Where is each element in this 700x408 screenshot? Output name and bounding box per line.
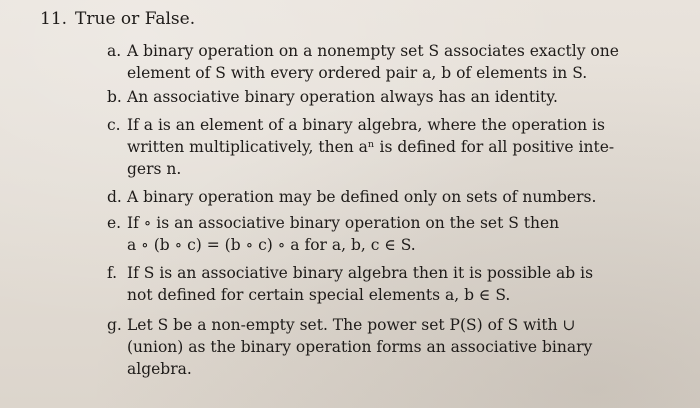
item-letter: d.	[107, 188, 122, 206]
item-text-line: An associative binary operation always has an identity.	[127, 88, 558, 106]
item-letter: a.	[107, 42, 122, 60]
item-text-line: Let S be a non-empty set. The power set P(S) of S with ∪	[127, 316, 576, 334]
item-text-line: (union) as the binary operation forms an associative binary	[127, 338, 593, 356]
item-text-line: If a is an element of a binary algebra, where the operation is	[127, 116, 605, 134]
item-letter: c.	[107, 116, 121, 134]
exercise-title: True or False.	[75, 9, 196, 29]
question-a	[107, 40, 667, 84]
item-text-line: element of S with every ordered pair a, b of elements in S.	[127, 64, 588, 82]
exercise-heading	[40, 8, 195, 30]
question-d	[107, 186, 667, 208]
question-f	[107, 262, 667, 306]
question-e	[107, 212, 667, 256]
item-text-line: If ∘ is an associative binary operation on the set S then	[127, 214, 560, 232]
item-text-line: If S is an associative binary algebra then it is possible ab is	[127, 264, 594, 282]
item-text-line: not defined for certain special elements a, b ∈ S.	[127, 286, 511, 304]
question-g	[107, 314, 667, 380]
question-c	[107, 114, 667, 180]
item-text-line: algebra.	[127, 360, 192, 378]
item-text-line: A binary operation on a nonempty set S associates exactly one	[127, 42, 619, 60]
item-text-line: written multiplicatively, then aⁿ is defined for all positive inte-	[127, 138, 615, 156]
item-letter: e.	[107, 214, 122, 232]
item-text-line: A binary operation may be defined only on sets of numbers.	[127, 188, 597, 206]
item-letter: b.	[107, 88, 122, 106]
item-letter: g.	[107, 316, 122, 334]
item-text-line: a ∘ (b ∘ c) = (b ∘ c) ∘ a for a, b, c ∈ S.	[127, 236, 416, 254]
exercise-number: 11.	[40, 9, 68, 29]
question-b	[107, 86, 667, 108]
item-letter: f.	[107, 264, 118, 282]
item-text-line: gers n.	[127, 160, 182, 178]
